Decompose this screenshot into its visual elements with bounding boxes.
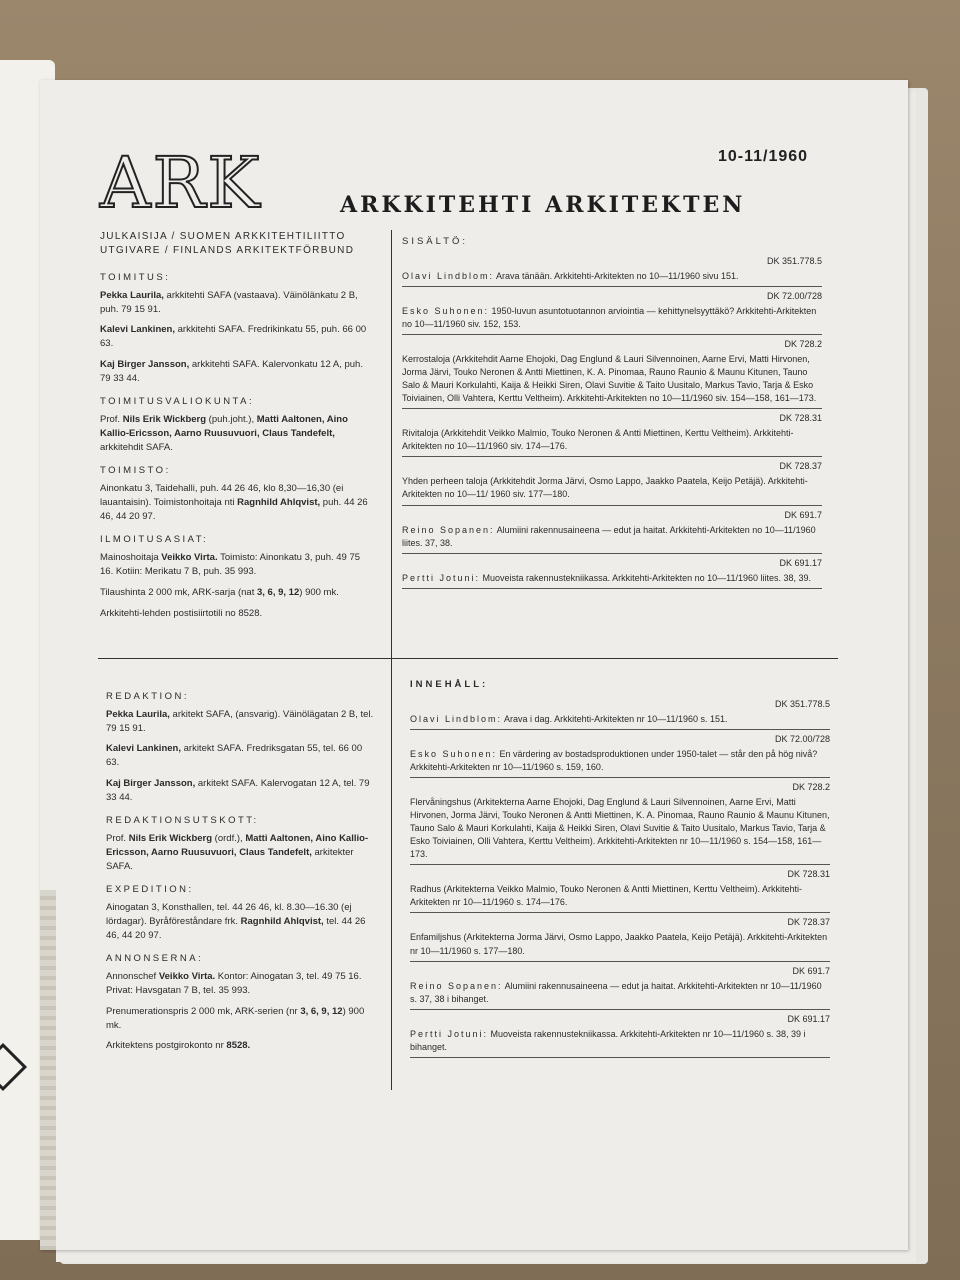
contents-entry [410, 696, 830, 730]
contents-entry [410, 731, 830, 778]
contents-finnish [402, 235, 822, 590]
committee-entry: Prof. Nils Erik Wickberg (ordf.), Matti Aaltonen, Aino Kallio-Ericsson, Aarno Ruusuvuori, Claus Tandefelt, arkitekter SAFA. [106, 833, 369, 872]
editor-entry: Kalevi Lankinen, arkitekt SAFA. Fredriksgatan 55, tel. 66 00 63. [106, 743, 363, 769]
entry-author: Pertti Jotuni: [402, 572, 481, 583]
dk-code: DK 691.17 [779, 557, 822, 568]
entry-author: Olavi Lindblom: [402, 270, 495, 281]
section-heading: REDAKTIONSUTSKOTT: [106, 815, 259, 827]
editor-entry: Kaj Birger Jansson, arkkitehti SAFA. Kalervonkatu 12 A, puh. 79 33 44. [100, 358, 363, 384]
entry-text [410, 883, 830, 909]
postal-account: Arkitektens postgirokonto nr 8528. [106, 1040, 251, 1052]
imprint-swedish [106, 680, 376, 1060]
contents-entry [410, 914, 830, 961]
entry-text [410, 748, 830, 774]
contents-heading: INNEHÅLL: [410, 679, 489, 690]
section-heading: TOIMISTO: [100, 465, 171, 477]
entry-body: Radhus (Arkitekterna Veikko Malmio, Touko Neronen & Antti Miettinen, Kerttu Veltheim). Arkkitehti-Arkitekten nr 10—11/1960 s. 174—176. [410, 884, 803, 908]
office-entry: Ainonkatu 3, Taidehalli, puh. 44 26 46, klo 8,30—16,30 (ei lauantaisin). Toimistonhoitaja nti Ragnhild Ahlqvist, puh. 44 26 46, 44 20 97. [100, 483, 368, 522]
contents-list [402, 253, 822, 589]
entry-author: Pertti Jotuni: [410, 1028, 489, 1039]
contents-entry [402, 253, 822, 287]
editor-entry: Kalevi Lankinen, arkkitehti SAFA. Fredrikinkatu 55, puh. 66 00 63. [100, 324, 367, 350]
postal-account: Arkkitehti-lehden postisiirtotili no 8528. [100, 607, 263, 619]
contents-entry [402, 458, 822, 505]
torn-page-edge [40, 890, 56, 1250]
office-entry: Ainogatan 3, Konsthallen, tel. 44 26 46, kl. 8.30—16.30 (ej lördagar). Byråföreståndare frk. Ragnhild Ahlqvist, tel. 44 26 46, 44 20 97. [106, 902, 366, 941]
imprint-finnish [100, 230, 370, 627]
ark-logo: ARK [100, 142, 262, 224]
dk-code: DK 72.00/728 [766, 290, 822, 301]
magazine-page [40, 80, 908, 1250]
editor-entry: Pekka Laurila, arkitekt SAFA, (ansvarig). Väinölägatan 2 B, tel. 79 15 91. [106, 708, 374, 734]
entry-text [402, 475, 822, 501]
subscription-entry: Prenumerationspris 2 000 mk, ARK-serien (nr 3, 6, 9, 12) 900 mk. [106, 1005, 365, 1031]
entry-text [402, 572, 822, 585]
section-heading: ANNONSERNA: [106, 953, 204, 965]
dk-code: DK 691.7 [792, 965, 830, 976]
entry-text [410, 931, 830, 957]
entry-text [410, 1028, 830, 1054]
contents-entry [402, 410, 822, 457]
entry-body: Muoveista rakennustekniikassa. Arkkitehti-Arkitekten nr 10—11/1960 s. 38, 39 i bihanget. [410, 1028, 806, 1052]
entry-body: Rivitaloja (Arkkitehdit Veikko Malmio, Touko Neronen & Antti Miettinen, Kerttu Veltheim). Arkkitehti-Arkitekten no 10—11/1960 siv. 174—176. [402, 428, 794, 452]
contents-swedish [410, 678, 830, 1059]
contents-entry [402, 507, 822, 554]
entry-body: Muoveista rakennustekniikassa. Arkkitehti-Arkitekten no 10—11/1960 liites. 38, 39. [480, 572, 812, 583]
subscription-entry: Tilaushinta 2 000 mk, ARK-sarja (nat 3, 6, 9, 12) 900 mk. [100, 586, 339, 598]
dk-code: DK 351.778.5 [766, 255, 822, 266]
section-heading: TOIMITUS: [100, 272, 171, 283]
entry-body: Arava i dag. Arkkitehti-Arkitekten nr 10—11/1960 s. 151. [502, 713, 728, 724]
section-heading: ILMOITUSASIAT: [100, 534, 209, 546]
entry-text [410, 796, 830, 861]
entry-text [402, 270, 822, 283]
ads-entry: Mainoshoitaja Veikko Virta. Toimisto: Ainonkatu 3, puh. 49 75 16. Kotiin: Merikatu 7 B, puh. 35 993. [100, 552, 361, 578]
dk-code: DK 728.37 [779, 461, 822, 472]
contents-entry [410, 1011, 830, 1058]
entry-text [402, 305, 822, 331]
contents-entry [410, 779, 830, 865]
entry-body: Yhden perheen taloja (Arkkitehdit Jorma Järvi, Osmo Lappo, Jaakko Paatela, Keijo Petäjä). Arkkitehti-Arkitekten no 10—11/ 1960 siv. 177—180. [402, 476, 808, 500]
publisher-line-2: UTGIVARE / FINLANDS ARKITEKTFÖRBUND [100, 244, 355, 256]
entry-body: Kerrostaloja (Arkkitehdit Aarne Ehojoki, Dag Englund & Lauri Silvennoinen, Aarne Ervi, Matti Hirvonen, Jorma Järvi, Touko Neronen & Antti Miettinen, K. A. Pinomaa, Rauno Raunio & Maunu Kitunen, Tauno Salo & Mauri Korkulahti, Kaija & Heikki Siren, Olavi Suvitie & Taito Uusitalo, Markus Tavio, Tarja & Esko Toiviainen, Olli Vahtera, Kerttu Veltheim). Arkkitehti-Arkitekten no 10—11/1960 siv. 154—158, 161—173. [402, 354, 817, 404]
entry-body: 1950-luvun asuntotuotannon arviointia — kehittynelsyyttäkö? Arkkitehti-Arkitekten no 10—11/1960 siv. 152, 153. [402, 305, 817, 329]
section-heading: EXPEDITION: [106, 884, 194, 896]
issue-number: 10-11/1960 [718, 148, 809, 165]
dk-code: DK 691.7 [784, 509, 822, 520]
dk-code: DK 728.2 [784, 339, 822, 349]
column-divider [391, 230, 392, 1090]
dk-code: DK 351.778.5 [774, 698, 830, 709]
contents-entry [410, 963, 830, 1010]
entry-body: Flervåningshus (Arkitekterna Aarne Ehojoki, Dag Englund & Lauri Silvennoinen, Aarne Ervi, Matti Hirvonen, Jorma Järvi, Touko Neronen & Antti Miettinen, K. A. Pinomaa, Rauno Raunio & Maunu Kitunen, Tauno Salo & Mauri Korkulahti, Kaija & Heikki Siren, Olavi Suvitie & Taito Uusitalo, Markus Tavio, Tarja & Esko Toiviainen, Olli Vahtera, Kerttu Veltheim). Arkkitehti-Arkitekten nr 10—11/1960 s. 154—158, 161—173. [410, 797, 830, 860]
dk-code: DK 691.17 [787, 1013, 830, 1024]
dk-code: DK 728.2 [792, 782, 830, 792]
contents-entry [402, 336, 822, 409]
masthead-title: ARKKITEHTI ARKITEKTEN [340, 192, 746, 218]
section-heading: REDAKTION: [106, 691, 190, 702]
diamond-mark-icon [0, 1043, 27, 1091]
contents-heading: SISÄLTÖ: [402, 236, 469, 247]
entry-body: En värdering av bostadsproduktionen under 1950-talet — står den på hög nivå? Arkkitehti-Arkitekten nr 10—11/1960 s. 159, 160. [410, 748, 818, 772]
dk-code: DK 728.31 [787, 869, 830, 880]
section-heading: TOIMITUSVALIOKUNTA: [100, 396, 255, 408]
contents-entry [402, 555, 822, 589]
dk-code: DK 72.00/728 [774, 733, 830, 744]
editor-entry: Pekka Laurila, arkkitehti SAFA (vastaava). Väinölänkatu 2 B, puh. 79 15 91. [100, 289, 358, 315]
entry-text [410, 980, 830, 1006]
ads-entry: Annonschef Veikko Virta. Kontor: Ainogatan 3, tel. 49 75 16. Privat: Havsgatan 7 B, tel. 35 993. [106, 971, 362, 997]
entry-text [402, 524, 822, 550]
entry-body: Enfamiljshus (Arkitekterna Jorma Järvi, Osmo Lappo, Jaakko Paatela, Keijo Petäjä). Arkkitehti-Arkitekten nr 10—11/1960 s. 177—180. [410, 932, 828, 956]
entry-author: Reino Sopanen: [410, 980, 503, 991]
publisher-line-1: JULKAISIJA / SUOMEN ARKKITEHTILIITTO [100, 231, 346, 242]
contents-entry [402, 288, 822, 335]
editor-entry: Kaj Birger Jansson, arkitekt SAFA. Kalervogatan 12 A, tel. 79 33 44. [106, 777, 370, 803]
contents-list [410, 696, 830, 1058]
language-divider [98, 658, 838, 659]
entry-author: Esko Suhonen: [402, 305, 490, 316]
entry-author: Esko Suhonen: [410, 748, 498, 759]
entry-text [402, 353, 822, 405]
committee-entry: Prof. Nils Erik Wickberg (puh.joht.), Matti Aaltonen, Aino Kallio-Ericsson, Aarno Ruusuvuori, Claus Tandefelt, arkkitehdit SAFA. [100, 414, 348, 453]
entry-body: Arava tänään. Arkkitehti-Arkitekten no 10—11/1960 sivu 151. [494, 270, 739, 281]
entry-author: Olavi Lindblom: [410, 713, 503, 724]
entry-body: Alumiini rakennusaineena — edut ja haitat. Arkkitehti-Arkitekten nr 10—11/1960 s. 37, 38 i bihanget. [410, 980, 822, 1004]
entry-text [402, 427, 822, 453]
dk-code: DK 728.37 [787, 917, 830, 928]
entry-text [410, 713, 830, 726]
contents-entry [410, 866, 830, 913]
entry-author: Reino Sopanen: [402, 524, 495, 535]
dk-code: DK 728.31 [779, 413, 822, 424]
entry-body: Alumiini rakennusaineena — edut ja haitat. Arkkitehti-Arkitekten no 10—11/1960 liites. 37, 38. [402, 524, 816, 548]
